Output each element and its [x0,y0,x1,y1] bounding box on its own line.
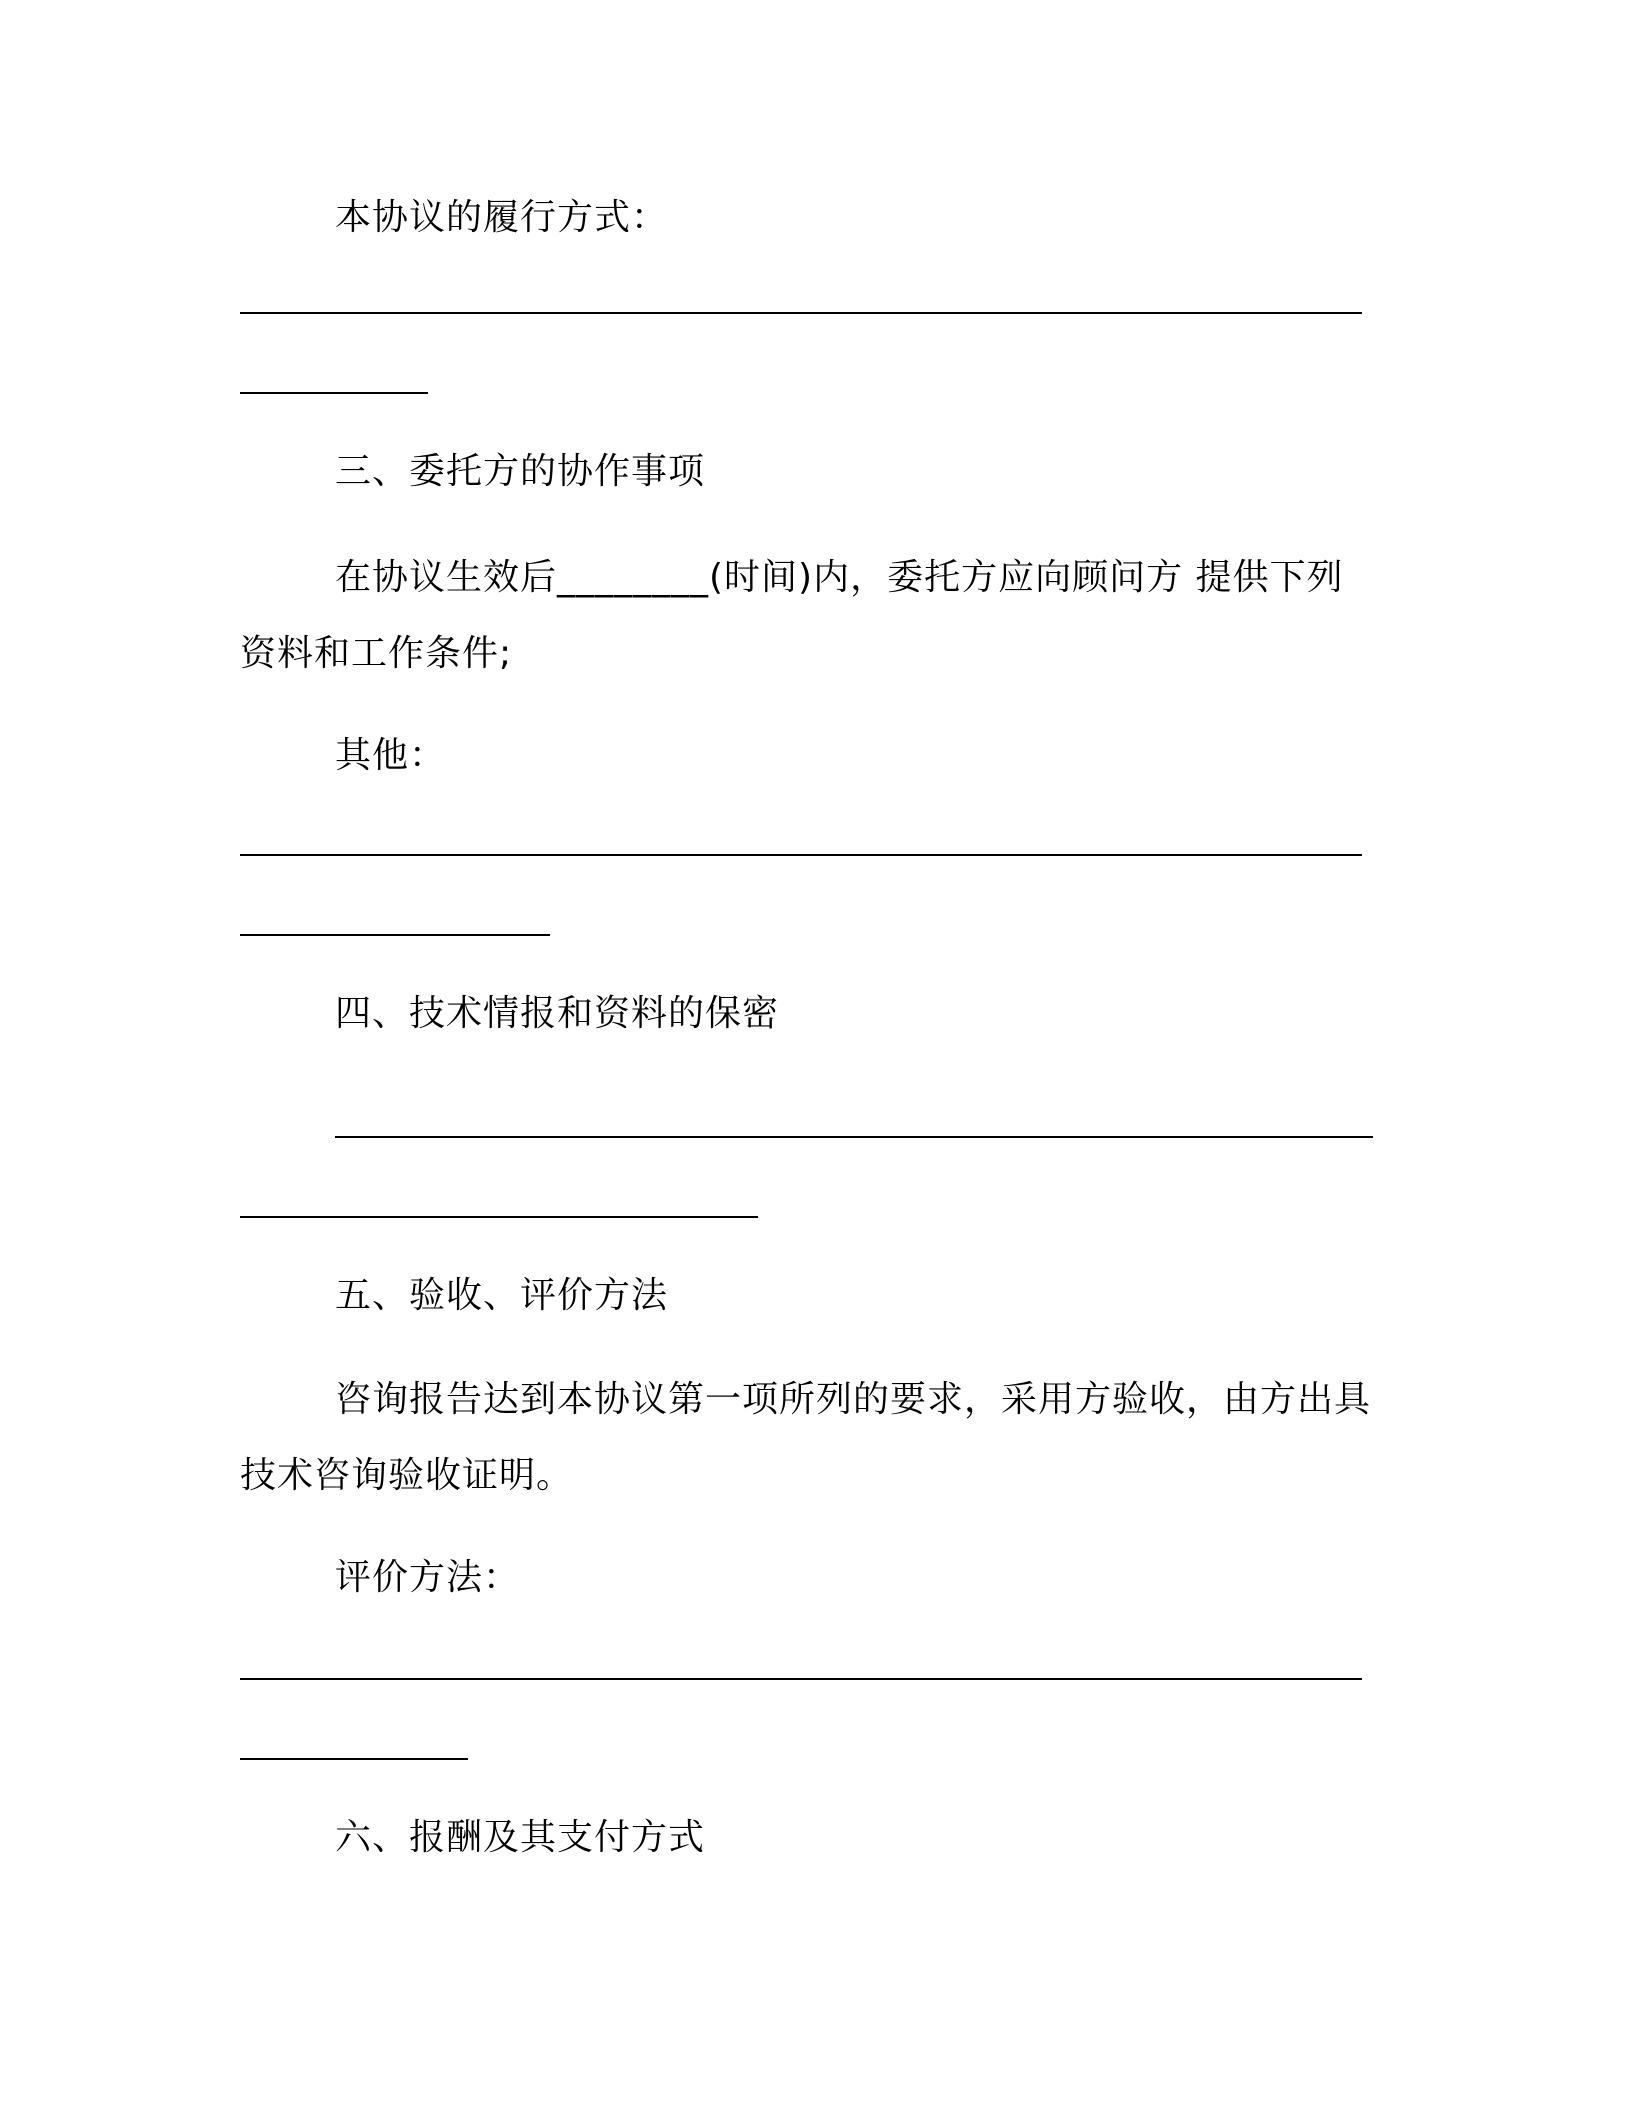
blank-line-evaluation-1 [240,1678,1362,1680]
blank-line-confidentiality-2 [240,1216,758,1218]
section-5-heading: 五、验收、评价方法 [335,1275,669,1316]
section-4-heading: 四、技术情报和资料的保密 [335,993,780,1034]
evaluation-label: 评价方法： [335,1557,521,1598]
section-5-paragraph-line-1: 咨询报告达到本协议第一项所列的要求，采用方验收，由方出具 [335,1379,1372,1420]
section-3-heading: 三、委托方的协作事项 [335,451,706,492]
performance-label: 本协议的履行方式： [335,197,669,238]
blank-line-performance-1 [240,312,1362,314]
blank-line-performance-2 [240,392,428,394]
section-3-paragraph-line-2: 资料和工作条件; [240,633,513,674]
section-3-paragraph-line-1: 在协议生效后________(时间)内，委托方应向顾问方 提供下列 [335,557,1344,598]
blank-line-other-2 [240,934,550,936]
other-label: 其他： [335,735,447,776]
blank-line-other-1 [240,854,1362,856]
section-5-paragraph-line-2: 技术咨询验收证明。 [240,1455,574,1496]
blank-line-confidentiality-1 [335,1136,1373,1138]
section-6-heading: 六、报酬及其支付方式 [335,1817,706,1858]
blank-line-evaluation-2 [240,1758,468,1760]
